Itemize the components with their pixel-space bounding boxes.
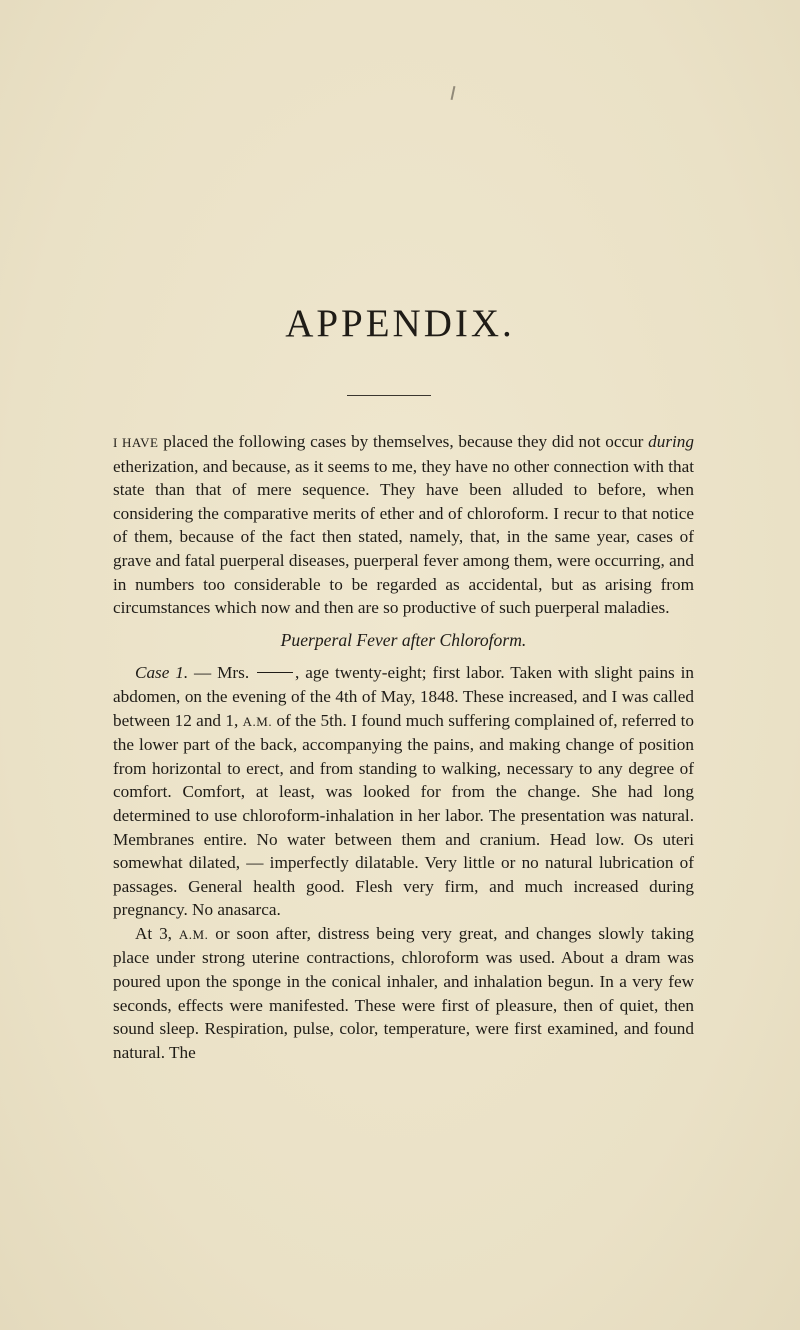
case1-label: Case 1. <box>135 663 189 683</box>
p2-rest: or soon after, distress being very great, and changes slowly taking place under strong uterine contractions, chloroform was used. About a dram was poured upon the sponge in the conical inhaler, and inhalation begun. In a very few seconds, effects were manifested. These were first of pleasure, then of quiet, then sound sleep. Respiration, pulse, color, temperature, were first examined, and found natural. The <box>113 923 695 1062</box>
intro-paragraph <box>113 430 694 620</box>
case1-paragraph <box>113 661 694 922</box>
stray-ink-mark <box>451 86 456 100</box>
case1-intro: — Mrs. <box>188 663 256 683</box>
intro-text-part1: placed the following cases by themselves, because they did not occur <box>158 432 649 451</box>
case1-text-a: , age twenty-eight; first labor. Taken with slight pains in abdomen, on the evening of the 4th of May, 1848. These increased, and I was called between 12 and 1, <box>113 663 695 730</box>
paragraph-2 <box>113 922 694 1065</box>
p2-am: A.M. <box>178 926 209 942</box>
case1-am: A.M. <box>242 713 273 729</box>
intro-italic-word: during <box>648 432 694 451</box>
intro-smallcaps-opening: I HAVE <box>113 435 159 450</box>
section-heading: Puerperal Fever after Chloroform. <box>280 629 527 650</box>
p2-start: At 3, <box>135 923 179 943</box>
body-text <box>113 430 694 1064</box>
title-rule-divider <box>347 395 431 396</box>
page-title: APPENDIX. <box>285 302 515 345</box>
case1-text-b: of the 5th. I found much suffering complained of, referred to the lower part of the back, accompanying the pains, and making change of position from horizontal to erect, and from standing to walking, necessary to any degree of comfort. Comfort, at least, was looked for from the change. She had long determined to use chloroform-inhalation in her labor. The presentation was natural. Membranes entire. No water between them and cranium. Head low. Os uteri somewhat dilated, — imperfectly dilatable. Very little or no natural lubrication of passages. General health good. Flesh very firm, and much increased during pregnancy. No anasarca. <box>113 710 695 920</box>
name-blank-line <box>257 672 293 673</box>
intro-text-part2: etherization, and because, as it seems to me, they have no other connection with that state than that of mere sequence. They have been alluded to before, when considering the comparative merits of ether and of chloroform. I recur to that notice of them, because of the fact then stated, namely, that, in the same year, cases of grave and fatal puerperal diseases, puerperal fever among them, were occurring, and in numbers too considerable to be regarded as accidental, but as arising from circumstances which now and then are so productive of such puerperal maladies. <box>113 456 694 618</box>
